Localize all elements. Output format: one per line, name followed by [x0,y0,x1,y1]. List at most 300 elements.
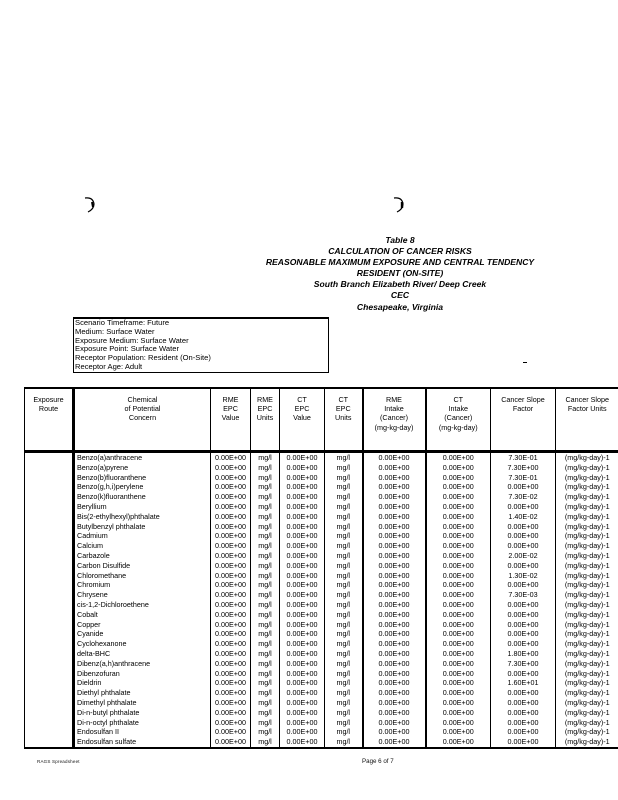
cell-chemical: Copper [74,620,211,630]
cell-ct-intake: 0.00E+00 [426,718,491,728]
cell-rme-epc-value: 0.00E+00 [211,718,251,728]
cell-cancer-slope-factor: 1.30E-02 [491,571,556,581]
table-row [25,473,618,483]
cell-rme-intake: 0.00E+00 [363,580,426,590]
cell-cancer-slope-factor: 0.00E+00 [491,541,556,551]
cell-rme-epc-value: 0.00E+00 [211,649,251,659]
cell-rme-epc-value: 0.00E+00 [211,522,251,532]
cell-rme-intake: 0.00E+00 [363,669,426,679]
cell-cancer-slope-factor: 7.30E-02 [491,492,556,502]
cell-ct-intake: 0.00E+00 [426,669,491,679]
cell-rme-epc-units: mg/l [251,620,280,630]
cell-rme-intake: 0.00E+00 [363,502,426,512]
cell-chemical: Chrysene [74,590,211,600]
cell-cancer-slope-factor-units: (mg/kg-day)-1 [556,600,618,610]
cell-chemical: Cyanide [74,629,211,639]
cell-ct-epc-units: mg/l [325,571,363,581]
cell-rme-epc-units: mg/l [251,492,280,502]
cell-rme-intake: 0.00E+00 [363,551,426,561]
cell-rme-intake: 0.00E+00 [363,512,426,522]
cell-ct-epc-units: mg/l [325,512,363,522]
cell-ct-intake: 0.00E+00 [426,698,491,708]
cell-cancer-slope-factor-units: (mg/kg-day)-1 [556,727,618,737]
title-line-2: REASONABLE MAXIMUM EXPOSURE AND CENTRAL TENDENCY [265,257,535,268]
table-row [25,551,618,561]
title-line-1: CALCULATION OF CANCER RISKS [328,246,472,257]
cell-ct-epc-units: mg/l [325,649,363,659]
cell-ct-intake: 0.00E+00 [426,639,491,649]
binder-hole-left-icon [83,196,97,214]
cancer-risk-table [24,387,618,749]
header-cancer-slope-factor-units: Cancer Slope Factor Units [556,388,618,452]
cell-ct-intake: 0.00E+00 [426,678,491,688]
table-row [25,502,618,512]
header-rme-intake: RME Intake (Cancer) (mg-kg-day) [363,388,426,452]
cell-cancer-slope-factor-units: (mg/kg-day)-1 [556,678,618,688]
cell-ct-epc-value: 0.00E+00 [280,473,325,483]
cell-chemical: Cadmium [74,531,211,541]
scenario-receptor-age: Receptor Age: Adult [75,361,143,371]
scenario-exposure-medium: Exposure Medium: Surface Water [75,335,189,345]
cell-ct-epc-value: 0.00E+00 [280,531,325,541]
binder-hole-right-icon [392,196,406,214]
cell-chemical: Cyclohexanone [74,639,211,649]
cell-ct-epc-units: mg/l [325,502,363,512]
cell-ct-intake: 0.00E+00 [426,482,491,492]
header-ct-epc-units: CT EPC Units [325,388,363,452]
cell-rme-epc-value: 0.00E+00 [211,512,251,522]
cell-rme-intake: 0.00E+00 [363,698,426,708]
cell-chemical: Bis(2-ethylhexyl)phthalate [74,512,211,522]
cell-ct-intake: 0.00E+00 [426,580,491,590]
cell-ct-epc-value: 0.00E+00 [280,571,325,581]
cell-cancer-slope-factor-units: (mg/kg-day)-1 [556,571,618,581]
cell-rme-intake: 0.00E+00 [363,639,426,649]
table-header-row [25,388,618,452]
cell-rme-intake: 0.00E+00 [363,620,426,630]
cell-chemical: Chromium [74,580,211,590]
cell-cancer-slope-factor-units: (mg/kg-day)-1 [556,659,618,669]
cell-ct-intake: 0.00E+00 [426,531,491,541]
cell-chemical: Endosulfan sulfate [74,737,211,748]
cell-cancer-slope-factor: 1.60E+01 [491,678,556,688]
cell-ct-intake: 0.00E+00 [426,452,491,463]
cell-rme-epc-units: mg/l [251,639,280,649]
cell-chemical: Calcium [74,541,211,551]
cell-cancer-slope-factor: 0.00E+00 [491,669,556,679]
cell-cancer-slope-factor-units: (mg/kg-day)-1 [556,737,618,748]
cell-cancer-slope-factor: 0.00E+00 [491,727,556,737]
cell-rme-epc-value: 0.00E+00 [211,600,251,610]
cell-ct-epc-units: mg/l [325,639,363,649]
cell-cancer-slope-factor: 0.00E+00 [491,737,556,748]
cell-rme-epc-units: mg/l [251,629,280,639]
cell-rme-epc-units: mg/l [251,541,280,551]
cell-rme-epc-value: 0.00E+00 [211,708,251,718]
header-rme-epc-value: RME EPC Value [211,388,251,452]
cell-ct-epc-units: mg/l [325,531,363,541]
cell-rme-epc-units: mg/l [251,580,280,590]
cell-ct-epc-units: mg/l [325,659,363,669]
cell-rme-epc-value: 0.00E+00 [211,452,251,463]
cell-rme-intake: 0.00E+00 [363,482,426,492]
cell-ct-epc-value: 0.00E+00 [280,737,325,748]
table-row [25,688,618,698]
cell-cancer-slope-factor: 7.30E+00 [491,463,556,473]
cell-cancer-slope-factor: 7.30E-01 [491,473,556,483]
cell-cancer-slope-factor: 0.00E+00 [491,580,556,590]
header-chemical: Chemical of Potential Concern [74,388,211,452]
cell-rme-epc-units: mg/l [251,678,280,688]
cell-ct-intake: 0.00E+00 [426,463,491,473]
scenario-timeframe: Scenario Timeframe: Future [75,318,170,327]
table-row [25,698,618,708]
table-row [25,482,618,492]
cell-ct-epc-units: mg/l [325,482,363,492]
cell-rme-epc-units: mg/l [251,522,280,532]
cell-cancer-slope-factor-units: (mg/kg-day)-1 [556,512,618,522]
cell-chemical: Benzo(b)fluoranthene [74,473,211,483]
cell-rme-epc-value: 0.00E+00 [211,561,251,571]
cell-rme-epc-units: mg/l [251,688,280,698]
title-line-5: CEC [390,290,410,301]
cell-ct-intake: 0.00E+00 [426,492,491,502]
cell-cancer-slope-factor: 0.00E+00 [491,698,556,708]
cell-rme-intake: 0.00E+00 [363,473,426,483]
cell-ct-intake: 0.00E+00 [426,620,491,630]
cell-rme-epc-units: mg/l [251,659,280,669]
cell-cancer-slope-factor: 7.30E+00 [491,659,556,669]
cell-rme-epc-value: 0.00E+00 [211,492,251,502]
cell-ct-epc-units: mg/l [325,688,363,698]
cell-ct-epc-units: mg/l [325,600,363,610]
cell-ct-intake: 0.00E+00 [426,551,491,561]
cell-ct-epc-value: 0.00E+00 [280,708,325,718]
stray-mark [523,362,527,363]
table-row [25,678,618,688]
cell-cancer-slope-factor-units: (mg/kg-day)-1 [556,718,618,728]
cell-rme-intake: 0.00E+00 [363,688,426,698]
cell-rme-intake: 0.00E+00 [363,600,426,610]
table-row [25,580,618,590]
cell-cancer-slope-factor-units: (mg/kg-day)-1 [556,620,618,630]
cell-rme-epc-units: mg/l [251,551,280,561]
cell-rme-epc-value: 0.00E+00 [211,502,251,512]
table-row [25,531,618,541]
cell-chemical: Endosulfan II [74,727,211,737]
cell-cancer-slope-factor-units: (mg/kg-day)-1 [556,639,618,649]
table-row [25,669,618,679]
cell-cancer-slope-factor-units: (mg/kg-day)-1 [556,551,618,561]
cell-cancer-slope-factor: 7.30E-01 [491,452,556,463]
cell-rme-intake: 0.00E+00 [363,452,426,463]
cell-rme-intake: 0.00E+00 [363,541,426,551]
footer-page-number: Page 6 of 7 [362,758,394,765]
cell-cancer-slope-factor: 7.30E-03 [491,590,556,600]
cell-cancer-slope-factor-units: (mg/kg-day)-1 [556,610,618,620]
table-row [25,512,618,522]
cell-rme-epc-value: 0.00E+00 [211,610,251,620]
cell-chemical: Di-n-butyl phthalate [74,708,211,718]
cell-ct-intake: 0.00E+00 [426,727,491,737]
cell-ct-epc-units: mg/l [325,551,363,561]
cell-ct-epc-units: mg/l [325,708,363,718]
cell-ct-intake: 0.00E+00 [426,473,491,483]
cell-ct-intake: 0.00E+00 [426,502,491,512]
cell-chemical: Carbon Disulfide [74,561,211,571]
cell-rme-intake: 0.00E+00 [363,610,426,620]
cell-ct-epc-value: 0.00E+00 [280,727,325,737]
cell-cancer-slope-factor-units: (mg/kg-day)-1 [556,531,618,541]
cell-chemical: Dimethyl phthalate [74,698,211,708]
cell-ct-epc-value: 0.00E+00 [280,561,325,571]
cell-ct-epc-units: mg/l [325,620,363,630]
table-row [25,718,618,728]
table-row [25,649,618,659]
table-row [25,727,618,737]
cell-cancer-slope-factor: 0.00E+00 [491,482,556,492]
table-body [25,452,618,748]
title-line-6: Chesapeake, Virginia [356,301,444,312]
cell-cancer-slope-factor-units: (mg/kg-day)-1 [556,708,618,718]
cell-cancer-slope-factor-units: (mg/kg-day)-1 [556,541,618,551]
cell-rme-epc-units: mg/l [251,502,280,512]
cell-rme-epc-units: mg/l [251,482,280,492]
cell-cancer-slope-factor-units: (mg/kg-day)-1 [556,502,618,512]
cell-rme-intake: 0.00E+00 [363,571,426,581]
cell-rme-intake: 0.00E+00 [363,463,426,473]
table-row [25,737,618,748]
cell-cancer-slope-factor-units: (mg/kg-day)-1 [556,463,618,473]
cell-rme-epc-units: mg/l [251,649,280,659]
cell-ct-epc-value: 0.00E+00 [280,669,325,679]
cell-rme-intake: 0.00E+00 [363,649,426,659]
cell-cancer-slope-factor-units: (mg/kg-day)-1 [556,590,618,600]
cell-rme-epc-units: mg/l [251,452,280,463]
cell-ct-epc-value: 0.00E+00 [280,629,325,639]
cell-rme-intake: 0.00E+00 [363,718,426,728]
cell-rme-epc-units: mg/l [251,600,280,610]
cell-ct-epc-value: 0.00E+00 [280,659,325,669]
cell-cancer-slope-factor: 0.00E+00 [491,708,556,718]
cell-ct-epc-value: 0.00E+00 [280,688,325,698]
cell-ct-epc-value: 0.00E+00 [280,678,325,688]
cell-rme-epc-value: 0.00E+00 [211,620,251,630]
cell-cancer-slope-factor: 0.00E+00 [491,531,556,541]
cell-chemical: cis-1,2-Dichloroethene [74,600,211,610]
cell-rme-epc-units: mg/l [251,737,280,748]
cell-rme-epc-value: 0.00E+00 [211,629,251,639]
cell-rme-epc-value: 0.00E+00 [211,659,251,669]
table-row [25,629,618,639]
cell-rme-intake: 0.00E+00 [363,531,426,541]
table-row [25,522,618,532]
table-row [25,620,618,630]
table-row [25,590,618,600]
cell-rme-intake: 0.00E+00 [363,659,426,669]
table-row [25,561,618,571]
cell-rme-epc-value: 0.00E+00 [211,541,251,551]
cell-ct-epc-value: 0.00E+00 [280,463,325,473]
cell-ct-epc-units: mg/l [325,452,363,463]
cell-rme-epc-units: mg/l [251,708,280,718]
cell-ct-epc-value: 0.00E+00 [280,610,325,620]
table-title-block [230,235,570,313]
cell-ct-epc-units: mg/l [325,463,363,473]
cell-rme-epc-value: 0.00E+00 [211,727,251,737]
table-number: Table 8 [385,235,415,245]
cell-rme-intake: 0.00E+00 [363,678,426,688]
header-rme-epc-units: RME EPC Units [251,388,280,452]
cell-rme-epc-value: 0.00E+00 [211,737,251,748]
table-row [25,610,618,620]
cell-cancer-slope-factor: 0.00E+00 [491,718,556,728]
cell-ct-epc-value: 0.00E+00 [280,502,325,512]
footer-source-label: RAGS Spreadsheet [37,759,80,764]
cell-ct-intake: 0.00E+00 [426,561,491,571]
cell-ct-epc-units: mg/l [325,561,363,571]
cell-ct-intake: 0.00E+00 [426,688,491,698]
cell-rme-intake: 0.00E+00 [363,737,426,748]
cell-ct-intake: 0.00E+00 [426,512,491,522]
cell-cancer-slope-factor-units: (mg/kg-day)-1 [556,452,618,463]
cell-chemical: delta-BHC [74,649,211,659]
cell-rme-epc-value: 0.00E+00 [211,688,251,698]
table-row [25,541,618,551]
cell-rme-epc-units: mg/l [251,718,280,728]
cell-rme-intake: 0.00E+00 [363,727,426,737]
cell-ct-epc-value: 0.00E+00 [280,590,325,600]
cell-ct-epc-value: 0.00E+00 [280,600,325,610]
cell-rme-intake: 0.00E+00 [363,629,426,639]
cell-rme-epc-value: 0.00E+00 [211,482,251,492]
cell-chemical: Cobalt [74,610,211,620]
table-row [25,639,618,649]
cell-chemical: Benzo(g,h,i)perylene [74,482,211,492]
header-exposure-route: Exposure Route [25,388,74,452]
cell-rme-intake: 0.00E+00 [363,492,426,502]
cell-ct-epc-value: 0.00E+00 [280,698,325,708]
cell-cancer-slope-factor-units: (mg/kg-day)-1 [556,482,618,492]
cell-ct-intake: 0.00E+00 [426,590,491,600]
cell-cancer-slope-factor-units: (mg/kg-day)-1 [556,669,618,679]
cell-cancer-slope-factor-units: (mg/kg-day)-1 [556,629,618,639]
cell-ct-epc-value: 0.00E+00 [280,649,325,659]
cell-ct-epc-units: mg/l [325,727,363,737]
cell-cancer-slope-factor: 0.00E+00 [491,629,556,639]
table-row [25,463,618,473]
cell-rme-epc-value: 0.00E+00 [211,473,251,483]
cell-cancer-slope-factor: 1.80E+00 [491,649,556,659]
cell-rme-epc-units: mg/l [251,571,280,581]
cell-exposure-route [25,452,74,748]
cell-rme-epc-units: mg/l [251,698,280,708]
cell-chemical: Benzo(a)pyrene [74,463,211,473]
cell-ct-intake: 0.00E+00 [426,610,491,620]
cell-ct-intake: 0.00E+00 [426,571,491,581]
cell-rme-epc-units: mg/l [251,473,280,483]
cell-cancer-slope-factor: 0.00E+00 [491,688,556,698]
table-row [25,492,618,502]
title-line-4: South Branch Elizabeth River/ Deep Creek [313,279,487,290]
cell-rme-epc-units: mg/l [251,669,280,679]
cell-rme-epc-value: 0.00E+00 [211,698,251,708]
cell-ct-intake: 0.00E+00 [426,708,491,718]
cell-rme-epc-units: mg/l [251,727,280,737]
cell-ct-epc-units: mg/l [325,522,363,532]
cell-cancer-slope-factor-units: (mg/kg-day)-1 [556,522,618,532]
cell-ct-epc-units: mg/l [325,541,363,551]
cell-chemical: Beryllium [74,502,211,512]
cell-ct-epc-value: 0.00E+00 [280,522,325,532]
cell-ct-epc-units: mg/l [325,492,363,502]
cell-ct-intake: 0.00E+00 [426,737,491,748]
cell-rme-epc-value: 0.00E+00 [211,590,251,600]
cell-ct-intake: 0.00E+00 [426,600,491,610]
cell-rme-epc-units: mg/l [251,610,280,620]
cell-ct-epc-value: 0.00E+00 [280,541,325,551]
cell-ct-epc-units: mg/l [325,718,363,728]
cell-rme-epc-units: mg/l [251,512,280,522]
scenario-receptor-population: Receptor Population: Resident (On-Site) [75,353,211,363]
cell-cancer-slope-factor-units: (mg/kg-day)-1 [556,561,618,571]
cell-chemical: Dibenz(a,h)anthracene [74,659,211,669]
cell-ct-epc-value: 0.00E+00 [280,492,325,502]
cell-cancer-slope-factor: 0.00E+00 [491,561,556,571]
cell-cancer-slope-factor-units: (mg/kg-day)-1 [556,492,618,502]
cell-chemical: Benzo(k)fluoranthene [74,492,211,502]
cell-ct-epc-units: mg/l [325,629,363,639]
cell-ct-epc-value: 0.00E+00 [280,452,325,463]
cell-chemical: Dieldrin [74,678,211,688]
cell-chemical: Benzo(a)anthracene [74,452,211,463]
header-cancer-slope-factor: Cancer Slope Factor [491,388,556,452]
scenario-exposure-point: Exposure Point: Surface Water [75,344,179,354]
cell-cancer-slope-factor-units: (mg/kg-day)-1 [556,473,618,483]
table-row [25,659,618,669]
cell-rme-intake: 0.00E+00 [363,590,426,600]
cell-ct-epc-value: 0.00E+00 [280,620,325,630]
header-ct-epc-value: CT EPC Value [280,388,325,452]
cell-rme-epc-value: 0.00E+00 [211,571,251,581]
cell-rme-epc-units: mg/l [251,531,280,541]
table-row [25,600,618,610]
cell-cancer-slope-factor-units: (mg/kg-day)-1 [556,580,618,590]
title-line-3: RESIDENT (ON-SITE) [356,268,444,279]
cell-cancer-slope-factor: 0.00E+00 [491,502,556,512]
table-row [25,571,618,581]
cell-ct-epc-value: 0.00E+00 [280,639,325,649]
cell-cancer-slope-factor-units: (mg/kg-day)-1 [556,649,618,659]
cell-ct-epc-units: mg/l [325,678,363,688]
cell-cancer-slope-factor: 0.00E+00 [491,610,556,620]
cell-ct-epc-value: 0.00E+00 [280,512,325,522]
cell-rme-epc-units: mg/l [251,561,280,571]
cell-cancer-slope-factor: 0.00E+00 [491,522,556,532]
cell-ct-intake: 0.00E+00 [426,629,491,639]
cell-rme-epc-value: 0.00E+00 [211,580,251,590]
scenario-box [73,317,329,373]
cell-cancer-slope-factor: 0.00E+00 [491,600,556,610]
table-row [25,452,618,463]
cell-ct-epc-units: mg/l [325,737,363,748]
cell-cancer-slope-factor: 0.00E+00 [491,639,556,649]
cell-cancer-slope-factor-units: (mg/kg-day)-1 [556,688,618,698]
cell-ct-epc-value: 0.00E+00 [280,482,325,492]
cell-ct-epc-units: mg/l [325,580,363,590]
cell-ct-epc-units: mg/l [325,473,363,483]
cell-cancer-slope-factor: 2.00E-02 [491,551,556,561]
